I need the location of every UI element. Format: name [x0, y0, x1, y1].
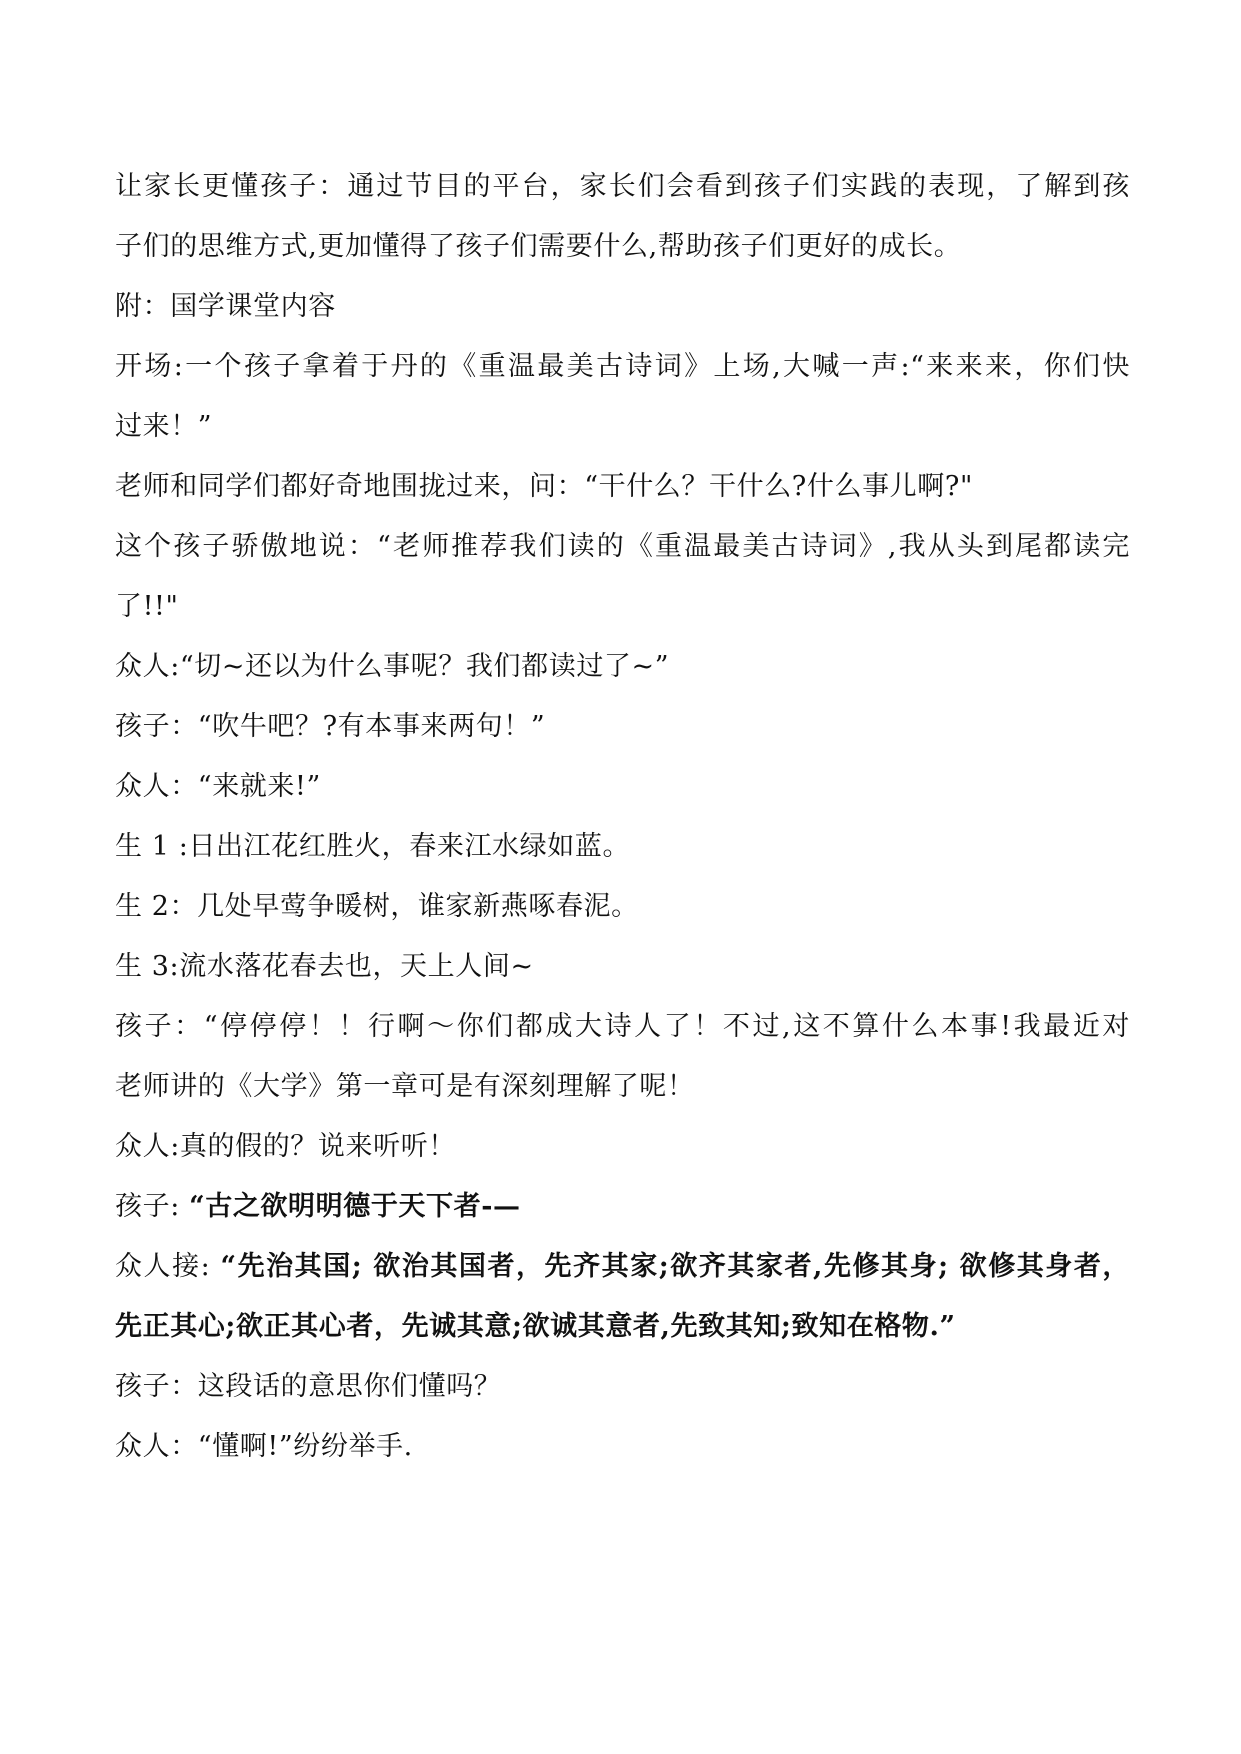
dialogue-line: 众人：“懂啊!”纷纷举手.: [115, 1431, 413, 1462]
dialogue-line: 众人：“来就来!”: [115, 771, 321, 802]
dialogue-line: 孩子：这段话的意思你们懂吗？: [115, 1371, 502, 1402]
dialogue-line: 众人:真的假的？说来听听！: [115, 1131, 456, 1162]
dialogue-line: 孩子：“停停停！！行啊～你们都成大诗人了！不过,这不算什么本事!我最近对: [115, 1011, 1130, 1042]
paragraph-line: 开场:一个孩子拿着于丹的《重温最美古诗词》上场,大喊一声:“来来来，你们快: [115, 351, 1130, 382]
quote-bold: 先正其心;欲正其心者，先诚其意;欲诚其意者,先致其知;致知在格物.”: [115, 1311, 956, 1342]
paragraph-line: 这个孩子骄傲地说：“老师推荐我们读的《重温最美古诗词》,我从头到尾都读完: [115, 531, 1130, 562]
dialogue-line: 生 1 :日出江花红胜火，春来江水绿如蓝。: [115, 831, 631, 862]
section-heading: 附：国学课堂内容: [115, 291, 336, 322]
dialogue-line: 生 2：几处早莺争暖树，谁家新燕啄春泥。: [115, 891, 639, 922]
paragraph-line: 过来！”: [115, 411, 213, 442]
quote-bold: “古之欲明明德于天下者-—: [189, 1191, 521, 1222]
dialogue-line: 孩子: “古之欲明明德于天下者-—: [115, 1191, 521, 1222]
dialogue-line: 众人接: “先治其国; 欲治其国者，先齐其家;欲齐其家者,先修其身; 欲修其身者，: [115, 1251, 1130, 1282]
dialogue-line: 孩子：“吹牛吧？?有本事来两句！”: [115, 711, 546, 742]
paragraph-line: 老师和同学们都好奇地围拢过来，问：“干什么？干什么?什么事儿啊?": [115, 471, 973, 502]
paragraph-line: 了!!": [115, 591, 179, 622]
dialogue-line: 众人:“切~还以为什么事呢？我们都读过了~”: [115, 651, 670, 682]
paragraph-line: 子们的思维方式,更加懂得了孩子们需要什么,帮助孩子们更好的成长。: [115, 231, 962, 262]
paragraph-line: 让家长更懂孩子：通过节目的平台，家长们会看到孩子们实践的表现，了解到孩: [115, 171, 1130, 202]
quote-bold: “先治其国; 欲治其国者，先齐其家;欲齐其家者,先修其身; 欲修其身者，: [220, 1251, 1130, 1282]
dialogue-line: 老师讲的《大学》第一章可是有深刻理解了呢！: [115, 1071, 695, 1102]
dialogue-line: 生 3:流水落花春去也，天上人间~: [115, 951, 534, 982]
dialogue-line: [115, 1297, 1130, 1357]
document-body: [115, 157, 1130, 1477]
